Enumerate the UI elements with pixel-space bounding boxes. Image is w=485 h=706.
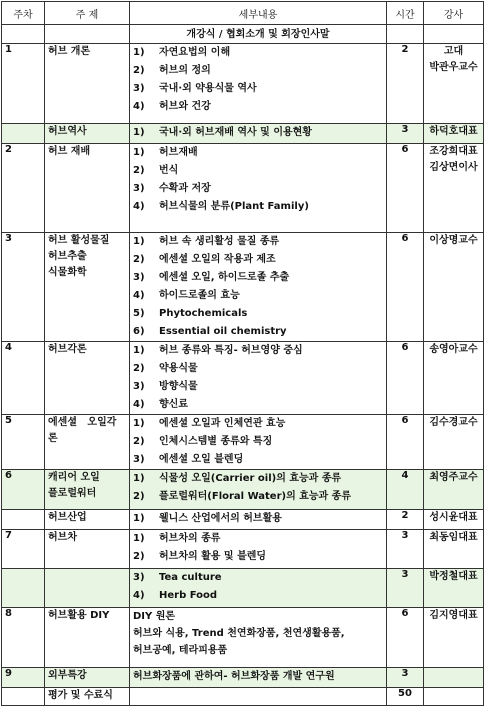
item-number: 2) [133, 165, 145, 176]
intro-text: 개강식 / 협회소개 및 회장인사말 [130, 25, 387, 44]
content-cell [130, 44, 387, 124]
table-row [2, 569, 484, 608]
table-row [2, 470, 484, 510]
item-text: 번식 [159, 165, 179, 176]
week-cell [2, 569, 45, 608]
item-text: 허브와 건강 [159, 101, 211, 112]
content-cell [130, 608, 387, 668]
intro-row [2, 25, 484, 44]
item-text: 플로럴워터(Floral Water)의 효능과 종류 [159, 491, 351, 502]
item-text: 국내·외 약용식물 역사 [159, 83, 257, 94]
topic-line: 허브 재배 [48, 146, 91, 157]
instructor-name: 김상면이사 [429, 162, 478, 173]
instructor-name: 하덕호대표 [429, 126, 478, 137]
instructor-cell [424, 608, 484, 668]
item-number: 3) [133, 454, 145, 465]
topic-cell [45, 569, 130, 608]
item-text: Tea culture [159, 572, 222, 583]
item-text: Essential oil chemistry [159, 326, 287, 337]
instructor-cell [424, 124, 484, 144]
hours-cell: 3 [387, 569, 424, 608]
instructor-cell [424, 510, 484, 530]
instructor-cell [424, 44, 484, 124]
hours-cell: 3 [387, 668, 424, 688]
topic-line: 허브산업 [48, 512, 87, 523]
content-item [133, 510, 383, 528]
hours-cell: 6 [387, 415, 424, 470]
table-row [2, 342, 484, 415]
topic-cell [45, 608, 130, 668]
content-item [133, 530, 383, 548]
content-item [133, 396, 383, 414]
topic-line: 허브추출 [48, 251, 87, 262]
week-cell [2, 510, 45, 530]
content-item [133, 44, 383, 62]
item-text: 허브의 정의 [159, 65, 211, 76]
week-cell: 8 [2, 608, 45, 668]
instructor-name: 박관우교수 [429, 62, 478, 73]
topic-line: 허브각론 [48, 344, 87, 355]
content-item [133, 269, 383, 287]
item-text: 허브 속 생리활성 물질 종류 [159, 236, 280, 247]
content-item [133, 548, 383, 566]
instructor-name: 김지영대표 [429, 610, 478, 621]
content-item [133, 360, 383, 378]
content-item [133, 144, 383, 162]
content-line: 허브와 식용, Trend 천연화장품, 천연생활용품, [133, 628, 345, 639]
header-instructor: 강사 [424, 2, 484, 25]
item-text: Herb Food [159, 590, 218, 601]
topic-cell [45, 233, 130, 342]
content-line: 허브공예, 테라피용품 [133, 645, 228, 656]
instructor-cell [424, 569, 484, 608]
item-number: 4) [133, 201, 145, 212]
content-item [133, 488, 383, 506]
item-text: 자연요법의 이해 [159, 47, 231, 58]
header-content: 세부내용 [130, 2, 387, 25]
table-row [2, 44, 484, 124]
item-number: 4) [133, 290, 145, 301]
header-row [2, 2, 484, 25]
hours-cell: 2 [387, 44, 424, 124]
instructor-name: 고대 [443, 46, 464, 57]
topic-cell [45, 44, 130, 124]
content-cell [130, 233, 387, 342]
item-number: 3) [133, 183, 145, 194]
topic-line: 허브차 [48, 532, 77, 543]
content-item [133, 378, 383, 396]
week-cell: 7 [2, 530, 45, 569]
topic-cell [45, 668, 130, 688]
table-row [2, 688, 484, 706]
content-line: DIY 원론 [133, 611, 176, 622]
item-number: 2) [133, 436, 145, 447]
item-number: 1) [133, 127, 145, 138]
item-number: 6) [133, 326, 145, 337]
topic-line: 허브역사 [48, 126, 87, 137]
item-number: 4) [133, 101, 145, 112]
content-line: 허브화장품에 관하여- 허브화장품 개발 연구원 [133, 671, 335, 682]
content-cell [130, 569, 387, 608]
week-cell: 2 [2, 144, 45, 233]
hours-cell: 50 [387, 688, 424, 706]
content-cell [130, 342, 387, 415]
instructor-name: 조강희대표 [429, 146, 478, 157]
item-text: 수확과 저장 [159, 183, 211, 194]
content-item [133, 162, 383, 180]
content-item [133, 415, 383, 433]
instructor-name: 최영주교수 [429, 472, 478, 483]
item-text: 허브재배 [159, 147, 198, 158]
topic-line: 평가 및 수료식 [48, 690, 113, 701]
item-number: 1) [133, 473, 145, 484]
item-number: 2) [133, 363, 145, 374]
content-item [133, 587, 383, 605]
item-number: 4) [133, 399, 145, 410]
item-number: 2) [133, 65, 145, 76]
content-item [133, 233, 383, 251]
item-number: 3) [133, 381, 145, 392]
topic-cell [45, 415, 130, 470]
instructor-cell [424, 530, 484, 569]
content-item [133, 433, 383, 451]
instructor-name: 이상명교수 [429, 235, 478, 246]
week-cell [2, 688, 45, 706]
week-cell: 4 [2, 342, 45, 415]
item-text: Phytochemicals [159, 308, 248, 319]
topic-cell [45, 510, 130, 530]
item-text: 약용식물 [159, 363, 198, 374]
item-text: 에센셜 오일의 작용과 제조 [159, 254, 276, 265]
hours-cell: 6 [387, 144, 424, 233]
instructor-name: 최동임대표 [429, 532, 478, 543]
content-item [133, 124, 383, 142]
content-item [133, 305, 383, 323]
table-row [2, 608, 484, 668]
topic-cell [45, 470, 130, 510]
table-row [2, 668, 484, 688]
week-cell: 3 [2, 233, 45, 342]
instructor-cell [424, 233, 484, 342]
content-cell [130, 510, 387, 530]
table-row [2, 233, 484, 342]
item-text: 에센셜 오일 블렌딩 [159, 454, 244, 465]
topic-cell [45, 342, 130, 415]
hours-cell: 3 [387, 124, 424, 144]
instructor-name: 성시윤대표 [429, 512, 478, 523]
item-number: 2) [133, 491, 145, 502]
week-cell: 5 [2, 415, 45, 470]
content-cell [130, 124, 387, 144]
content-cell [130, 144, 387, 233]
item-text: 허브 종류와 특징- 허브영양 중심 [159, 345, 303, 356]
topic-line: 에센셜 오일각 [48, 417, 117, 428]
instructor-name: 박정철대표 [429, 571, 478, 582]
instructor-cell [424, 688, 484, 706]
topic-line: 허브활용 DIY [48, 610, 110, 621]
instructor-cell [424, 144, 484, 233]
content-item [133, 569, 383, 587]
item-number: 5) [133, 308, 145, 319]
item-text: 허브식물의 분류(Plant Family) [159, 201, 309, 212]
table-row [2, 144, 484, 233]
content-cell [130, 668, 387, 688]
instructor-cell [424, 415, 484, 470]
content-cell [130, 470, 387, 510]
header-week: 주차 [2, 2, 45, 25]
week-cell: 6 [2, 470, 45, 510]
topic-cell [45, 144, 130, 233]
topic-cell [45, 688, 130, 706]
content-item [133, 180, 383, 198]
hours-cell: 6 [387, 233, 424, 342]
item-number: 1) [133, 236, 145, 247]
topic-line: 캐리어 오일 [48, 472, 100, 483]
content-cell [130, 530, 387, 569]
instructor-cell [424, 342, 484, 415]
item-number: 1) [133, 47, 145, 58]
content-cell [130, 415, 387, 470]
item-text: 에센셜 오일과 인체연관 효능 [159, 418, 286, 429]
item-number: 4) [133, 590, 145, 601]
topic-line: 허브 활성물질 [48, 235, 110, 246]
item-number: 1) [133, 147, 145, 158]
content-item [133, 98, 383, 116]
content-item [133, 323, 383, 341]
topic-line: 플로럴워터 [48, 488, 97, 499]
item-text: 방향식물 [159, 381, 198, 392]
item-text: 하이드로졸의 효능 [159, 290, 240, 301]
table-row [2, 415, 484, 470]
schedule-table [1, 1, 484, 706]
item-text: 웰니스 산업에서의 허브활용 [159, 513, 282, 524]
hours-cell: 6 [387, 342, 424, 415]
item-text: 에센셜 오일, 하이드로졸 추출 [159, 272, 290, 283]
table-row [2, 530, 484, 569]
topic-line: 허브 개론 [48, 46, 91, 57]
content-item [133, 251, 383, 269]
item-text: 식물성 오일(Carrier oil)의 효능과 종류 [159, 473, 342, 484]
content-item [133, 287, 383, 305]
header-hours: 시간 [387, 2, 424, 25]
hours-cell: 4 [387, 470, 424, 510]
hours-cell: 6 [387, 608, 424, 668]
table-row [2, 510, 484, 530]
instructor-name: 김수경교수 [429, 417, 478, 428]
content-item [133, 451, 383, 469]
item-number: 1) [133, 418, 145, 429]
content-item [133, 198, 383, 216]
content-item [133, 470, 383, 488]
item-text: 허브차의 종류 [159, 533, 221, 544]
hours-cell: 3 [387, 530, 424, 569]
content-item [133, 62, 383, 80]
item-number: 2) [133, 254, 145, 265]
topic-cell [45, 124, 130, 144]
hours-cell: 2 [387, 510, 424, 530]
instructor-name: 송영아교수 [429, 344, 478, 355]
item-text: 국내·외 허브재배 역사 및 이용현황 [159, 127, 312, 138]
table-row [2, 124, 484, 144]
item-number: 1) [133, 533, 145, 544]
item-number: 3) [133, 572, 145, 583]
topic-line: 외부특강 [48, 670, 87, 681]
instructor-cell [424, 470, 484, 510]
topic-cell [45, 530, 130, 569]
item-text: 허브차의 활용 및 블렌딩 [159, 551, 267, 562]
item-number: 1) [133, 513, 145, 524]
instructor-cell [424, 668, 484, 688]
item-number: 3) [133, 83, 145, 94]
item-number: 3) [133, 272, 145, 283]
topic-line: 론 [48, 433, 58, 444]
item-number: 2) [133, 551, 145, 562]
content-item [133, 80, 383, 98]
header-topic: 주 제 [45, 2, 130, 25]
item-text: 인체시스템별 종류와 특징 [159, 436, 273, 447]
item-number: 1) [133, 345, 145, 356]
content-item [133, 342, 383, 360]
item-text: 향신료 [159, 399, 188, 410]
week-cell: 1 [2, 44, 45, 124]
topic-line: 식물화학 [48, 267, 87, 278]
content-cell [130, 688, 387, 706]
week-cell: 9 [2, 668, 45, 688]
week-cell [2, 124, 45, 144]
